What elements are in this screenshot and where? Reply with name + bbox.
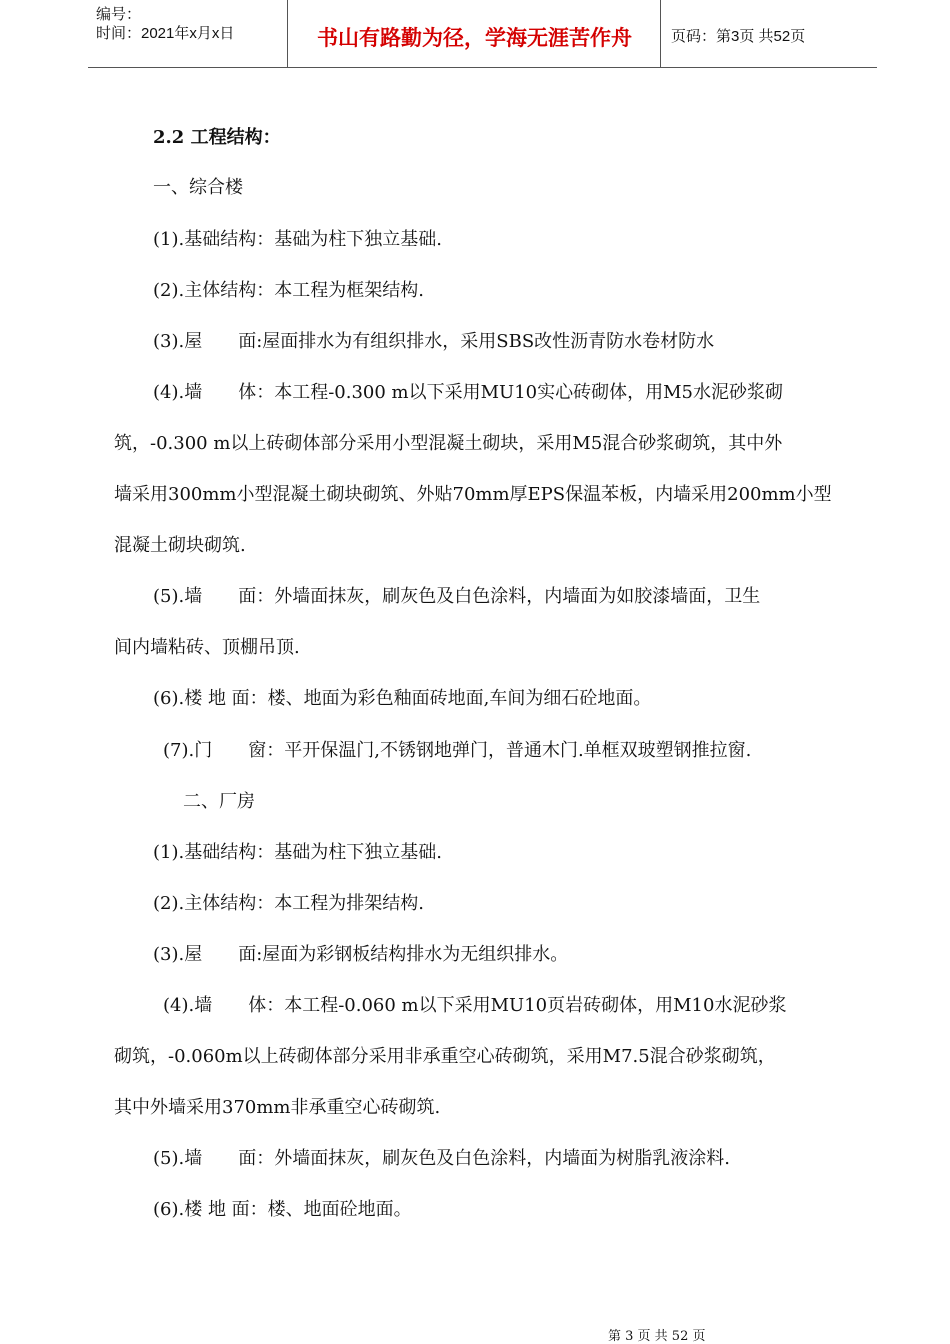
paragraph-line: 砌筑，-0.060m以上砖砌体部分采用非承重空心砖砌筑，采用M7.5混合砂浆砌筑， [114,1046,776,1067]
document-number-label: 编号： [96,6,142,23]
paragraph-line: (2).主体结构：本工程为排架结构. [153,893,424,914]
paragraph-line: (3).屋 面:屋面为彩钢板结构排水为无组织排水。 [153,944,569,965]
header-motto: 书山有路勤为径，学海无涯苦作舟 [317,26,632,50]
page-footer: 第 3 页 共 52 页 [608,1329,706,1344]
paragraph-line: (5).墙 面：外墙面抹灰，刷灰色及白色涂料，内墙面为如胶漆墙面，卫生 [153,586,761,607]
document-date-label: 时间：2021年x月x日 [96,25,235,42]
paragraph-line: (6).楼 地 面：楼、地面砼地面。 [153,1199,412,1220]
header-page-number: 页码：第3页 共52页 [671,28,806,45]
paragraph-line: 其中外墙采用370mm非承重空心砖砌筑. [114,1097,441,1118]
paragraph-line: (4).墙 体：本工程-0.060 m以下采用MU10页岩砖砌体，用M10水泥砂浆 [163,995,787,1016]
paragraph-line: 墙采用300mm小型混凝土砌块砌筑、外贴70mm厚EPS保温苯板，内墙采用200mm小型 [114,484,832,505]
paragraph-line: (1).基础结构：基础为柱下独立基础. [153,842,442,863]
paragraph-line: (7).门 窗：平开保温门,不锈钢地弹门，普通木门.单框双玻塑钢推拉窗. [163,740,752,761]
part2-title: 二、厂房 [183,791,255,812]
header-page-cell [661,0,877,67]
paragraph-line: (2).主体结构：本工程为框架结构. [153,280,424,301]
page-header [88,0,877,68]
header-motto-cell [288,0,661,67]
paragraph-line: (1).基础结构：基础为柱下独立基础. [153,229,442,250]
paragraph-line: (3).屋 面:屋面排水为有组织排水，采用SBS改性沥青防水卷材防水 [153,331,715,352]
part1-title: 一、综合楼 [153,177,243,198]
paragraph-line: 筑，-0.300 m以上砖砌体部分采用小型混凝土砌块，采用M5混合砂浆砌筑，其中外 [114,433,783,454]
paragraph-line: 混凝土砌块砌筑. [114,535,246,556]
paragraph-line: (4).墙 体：本工程-0.300 m以下采用MU10实心砖砌体，用M5水泥砂浆砌 [153,382,784,403]
paragraph-line: (5).墙 面：外墙面抹灰，刷灰色及白色涂料，内墙面为树脂乳液涂料. [153,1148,730,1169]
paragraph-line: (6).楼 地 面：楼、地面为彩色釉面砖地面,车间为细石砼地面。 [153,688,652,709]
section-title: 2.2 工程结构： [153,127,281,148]
paragraph-line: 间内墙粘砖、顶棚吊顶. [114,637,300,658]
header-meta-cell [88,0,288,67]
